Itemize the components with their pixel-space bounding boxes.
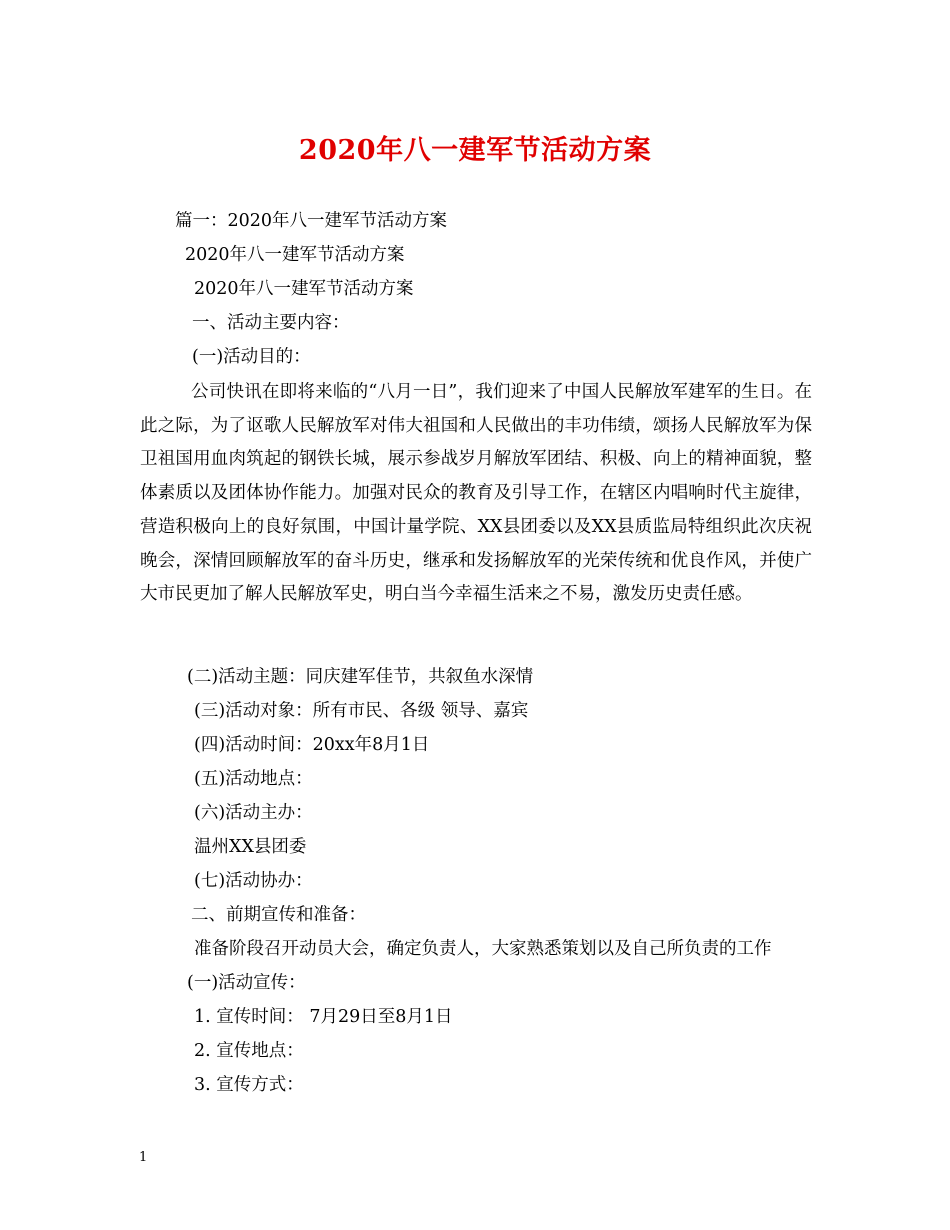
text-line: 温州XX县团委 [194,837,307,857]
text-line: (一)活动目的： [192,347,311,367]
section-heading: 一、活动主要内容： [192,313,350,333]
text-line: (七)活动协办： [194,871,313,891]
text-line: (二)活动主题：同庆建军佳节，共叙鱼水深情 [187,667,534,687]
text-line: (四)活动时间：20xx年8月1日 [194,735,430,755]
list-item: 3. 宣传方式： [194,1075,304,1095]
page-number: 1 [139,1150,148,1165]
list-item: 1. 宣传时间： 7月29日至8月1日 [194,1007,453,1027]
text-line: 篇一：2020年八一建军节活动方案 [175,211,448,231]
text-line: (一)活动宣传： [187,973,306,993]
body-paragraph: 公司快讯在即将来临的“八月一日”，我们迎来了中国人民解放军建军的生日。在此之际，为了讴歌人民解放军对伟大祖国和人民做出的丰功伟绩，颂扬人民解放军为保卫祖国用血肉筑起的钢铁长城，展示参战岁月解放军团结、积极、向上的精神面貌，整体素质以及团体协作能力。加强对民众的教育及引导工作，在辖区内唱响时代主旋律，营造积极向上的良好氛围，中国计量学院、XX县团委以及XX县质监局特组织此次庆祝晚会，深情回顾解放军的奋斗历史，继承和发扬解放军的光荣传统和优良作风，并使广大市民更加了解人民解放军史，明白当今幸福生活来之不易，激发历史责任感。 [140,382,812,605]
text-line: 2020年八一建军节活动方案 [185,245,405,265]
list-item: 2. 宣传地点： [194,1041,304,1061]
text-line: 准备阶段召开动员大会，确定负责人，大家熟悉策划以及自己所负责的工作 [194,939,772,959]
section-heading: 二、前期宣传和准备： [191,905,366,925]
text-line: (六)活动主办： [194,803,313,823]
document-title: 2020年八一建军节活动方案 [298,135,652,166]
text-line: 2020年八一建军节活动方案 [194,279,414,299]
text-line: (五)活动地点： [194,769,313,789]
text-line: (三)活动对象：所有市民、各级 领导、嘉宾 [194,701,529,721]
